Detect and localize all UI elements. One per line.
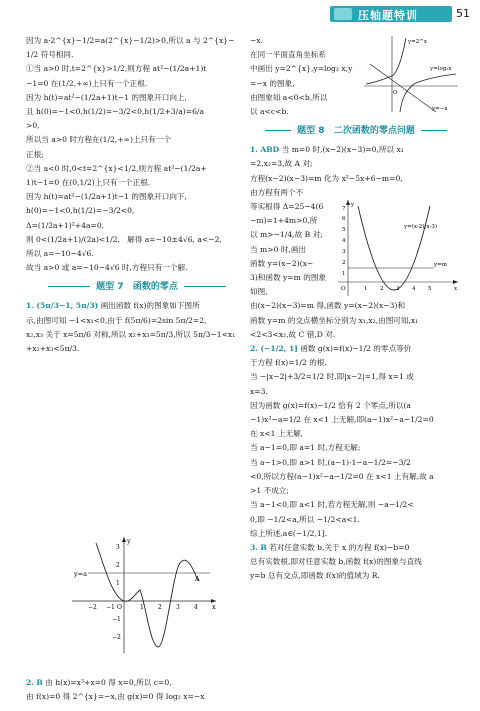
question-1: 1. ABD 当 m=0 时,(x−2)(x−3)=0,所以 x₁ <box>250 145 404 155</box>
svg-text:y: y <box>351 202 355 208</box>
svg-text:y=(x-2)(x-3): y=(x-2)(x-3) <box>404 224 438 230</box>
text-line: ②当 a<0 时,0<t=2^{x}<1/2,则方程 at²−(1/2a+ <box>26 163 207 173</box>
answer: B <box>260 542 267 552</box>
text-line: −x. <box>250 36 264 45</box>
text-line: >1 不成立; <box>250 486 289 496</box>
left-column <box>26 34 248 356</box>
text-line: 正根; <box>26 149 44 159</box>
exp-log-graph <box>362 34 462 114</box>
answer: ABD <box>260 145 280 155</box>
text-line: =−x 的图象, <box>250 78 295 88</box>
text-line: >0, <box>26 121 40 131</box>
svg-text:2: 2 <box>158 604 162 611</box>
right-column <box>250 34 462 584</box>
answer: (5π/3−1, 5π/3) <box>36 301 99 311</box>
text-line: 函数 y=m 的交点横坐标分别为 x₁,x₂,由图可知,x₁ <box>250 315 419 325</box>
text-line: <2<3<x₂,故 C 错,D 对. <box>250 329 336 339</box>
answer: B <box>36 678 43 687</box>
text-line: 因为 h(t)=at²−(1/2a+1)t−1 的图象开口向下, <box>26 192 187 202</box>
svg-text:−2: −2 <box>88 604 97 611</box>
svg-text:3: 3 <box>342 249 346 255</box>
text-line: 当 a−1=0,即 a=1 时,方程无解; <box>250 443 361 453</box>
text-line: 函数 y=(x−2)(x− <box>250 258 314 268</box>
svg-text:x: x <box>454 286 458 292</box>
book-icon <box>334 8 352 20</box>
parabola-graph <box>334 198 464 298</box>
question-2: 2. B 由 h(x)=x³+x=0 得 x=0,所以 c=0, <box>26 678 172 687</box>
sine-graph <box>70 535 220 655</box>
header-title: 压轴题特训 <box>358 9 418 22</box>
section-heading-7: 题型 7 函数的零点 <box>26 279 248 295</box>
text-line: 当 −|x−2|+3/2=1/2 时,即|x−2|=1,得 x=1 或 <box>250 372 414 382</box>
answer: (−1/2, 1] <box>260 344 298 354</box>
svg-text:O: O <box>341 286 346 292</box>
line-label: y=a <box>74 570 87 578</box>
svg-text:5: 5 <box>428 286 432 292</box>
text-line: 在同一平面直角坐标系 <box>250 50 326 60</box>
section-heading-8: 题型 8 二次函数的零点问题 <box>250 123 462 139</box>
question-1: 1. (5π/3−1, 5π/3) 画出函数 f(x)的图象如下图所 <box>26 301 200 311</box>
text-line: ①当 a>0 时,t=2^{x}>1/2,则方程 at²−(1/2a+1)t <box>26 64 207 74</box>
text-line: 因为函数 g(x)=f(x)−1/2 恰有 2 个零点,所以(a <box>250 400 411 410</box>
svg-text:1: 1 <box>140 604 144 611</box>
svg-text:x: x <box>212 603 216 611</box>
text-line: 中画出 y=2^{x},y=log₂ x,y <box>250 64 353 74</box>
text-line: 1/2 符号相同. <box>26 50 74 60</box>
left-bottom <box>26 676 248 704</box>
text-line: 由图象知 a<0<b,所以 <box>250 92 328 102</box>
text-line: y=b 总有交点,即函数 f(x)的值域为 R. <box>250 571 380 581</box>
svg-text:4: 4 <box>412 286 416 292</box>
text-line: <0,所以方程(a−1)x²−a−1/2=0 在 x<1 上有解,故 a <box>250 471 434 481</box>
svg-text:1: 1 <box>364 286 368 292</box>
svg-text:2: 2 <box>342 260 346 266</box>
svg-text:y=m: y=m <box>434 262 447 268</box>
text-line: 0,即 −1/2<a,所以 −1/2<a<1. <box>250 514 360 524</box>
svg-text:y: y <box>127 537 131 545</box>
question-3: 3. B 若对任意实数 b,关于 x 的方程 f(x)−b=0 <box>250 542 410 552</box>
svg-text:1: 1 <box>342 271 346 277</box>
text-line: 所以当 a>0 时方程在(1/2,+∞)上只有一个 <box>26 135 171 145</box>
text-line: 示,由图可知 −1<x₁<0,由于 f(5π/6)=2sin 5π/2=2, <box>26 315 207 325</box>
svg-text:3: 3 <box>176 604 180 611</box>
text-line: −1)x²−a=1/2 在 x<1 上无解,即(a−1)x²−a−1/2=0 <box>250 415 434 425</box>
svg-text:2: 2 <box>116 562 120 569</box>
text-line: 综上所述,a∈(−1/2,1]. <box>250 528 328 538</box>
page-header <box>0 0 480 28</box>
text-line: 1)t−1=0 在(0,1/2)上只有一个正根. <box>26 178 151 188</box>
svg-text:4: 4 <box>194 604 198 611</box>
svg-text:O: O <box>393 90 398 96</box>
text-line: 以 m>−1/4,故 B 对; <box>250 230 323 240</box>
svg-text:−1: −1 <box>106 604 115 611</box>
svg-text:3: 3 <box>396 286 400 292</box>
svg-text:4: 4 <box>342 238 346 244</box>
svg-text:O: O <box>117 604 122 611</box>
text-line: 因为 a·2^{x}−1/2=a(2^{x}−1/2)>0,所以 a 与 2^{x}− <box>26 36 235 45</box>
text-line: 等实根得 Δ=25−4(6 <box>250 202 324 212</box>
text-line: 以 a<c<b. <box>250 107 289 117</box>
text-line: 因为 h(t)=at²−(1/2a+1)t−1 的图象开口向上, <box>26 92 187 102</box>
text-line: 3)和函数 y=m 的图象 <box>250 273 327 283</box>
svg-text:2: 2 <box>380 286 384 292</box>
svg-text:6: 6 <box>342 216 346 222</box>
text-line: 总有实数根,即对任意实数 b,函数 f(x)的图象与直线 <box>250 557 422 567</box>
text-line: 如图, <box>250 287 268 297</box>
text-line: 当 a−1>0,即 a>1 时,(a−1)·1−a−1/2=−3/2 <box>250 457 411 467</box>
text-line: 于方程 f(x)=1/2 的根. <box>250 358 327 368</box>
svg-text:3: 3 <box>116 544 120 551</box>
text-line: 由(x−2)(x−3)=m 得,函数 y=(x−2)(x−3)和 <box>250 301 406 311</box>
svg-text:y=2^x: y=2^x <box>408 39 427 45</box>
svg-text:−2: −2 <box>112 634 121 641</box>
text-line: +x₂+x₃<5π/3. <box>26 344 80 354</box>
text-line: −m)=1+4m>0,所 <box>250 216 318 226</box>
text-line: 方程(x−2)(x−3)=m 化为 x²−5x+6−m=0, <box>250 173 403 183</box>
text-line: 且 h(0)=−1<0,h(1/2)=−3/2<0,h(1/2+3/a)=6/a <box>26 107 205 117</box>
text-line: h(0)=−1<0,h(1/2)=−3/2<0, <box>26 206 135 216</box>
text-line: 由方程有两个不 <box>250 187 304 197</box>
svg-text:y=log₂x: y=log₂x <box>430 66 452 72</box>
text-line: 故当 a>0 或 a=−10−4√6 时,方程只有一个解. <box>26 263 188 273</box>
svg-text:7: 7 <box>342 206 346 212</box>
text-line: Δ=(1/2a+1)²+4a=0, <box>26 220 105 230</box>
text-line: x₂,x₃ 关于 x=5π/6 对称,所以 x₂+x₃=5π/3,所以 5π/3−1<x₁ <box>26 329 236 339</box>
svg-text:5: 5 <box>342 227 346 233</box>
point-label: A <box>195 575 200 583</box>
question-2: 2. (−1/2, 1] 函数 g(x)=f(x)−1/2 的零点等价 <box>250 344 412 354</box>
svg-text:y=−x: y=−x <box>432 106 448 112</box>
text-line: 由 f(x)=0 得 2^{x}=−x,由 g(x)=0 得 log₂ x=−x <box>26 692 205 702</box>
text-line: −1=0 在(1/2,+∞)上只有一个正根. <box>26 78 148 88</box>
text-line: 所以 a=−10−4√6. <box>26 249 94 259</box>
svg-text:−1: −1 <box>112 616 121 623</box>
text-line: 当 a−1<0,即 a<1 时,若方程无解,则 −a−1/2< <box>250 500 414 510</box>
text-line: 当 m>0 时,画出 <box>250 244 307 254</box>
text-line: x=3. <box>250 386 268 396</box>
text-line: =2,x₂=3,故 A 对; <box>250 159 313 169</box>
page-number: 51 <box>456 7 470 20</box>
text-line: 则 0<(1/2a+1)/(2a)<1/2, 解得 a=−10±4√6, a<−2, <box>26 234 222 244</box>
svg-text:1: 1 <box>116 580 120 587</box>
text-line: 在 x<1 上无解, <box>250 429 304 439</box>
